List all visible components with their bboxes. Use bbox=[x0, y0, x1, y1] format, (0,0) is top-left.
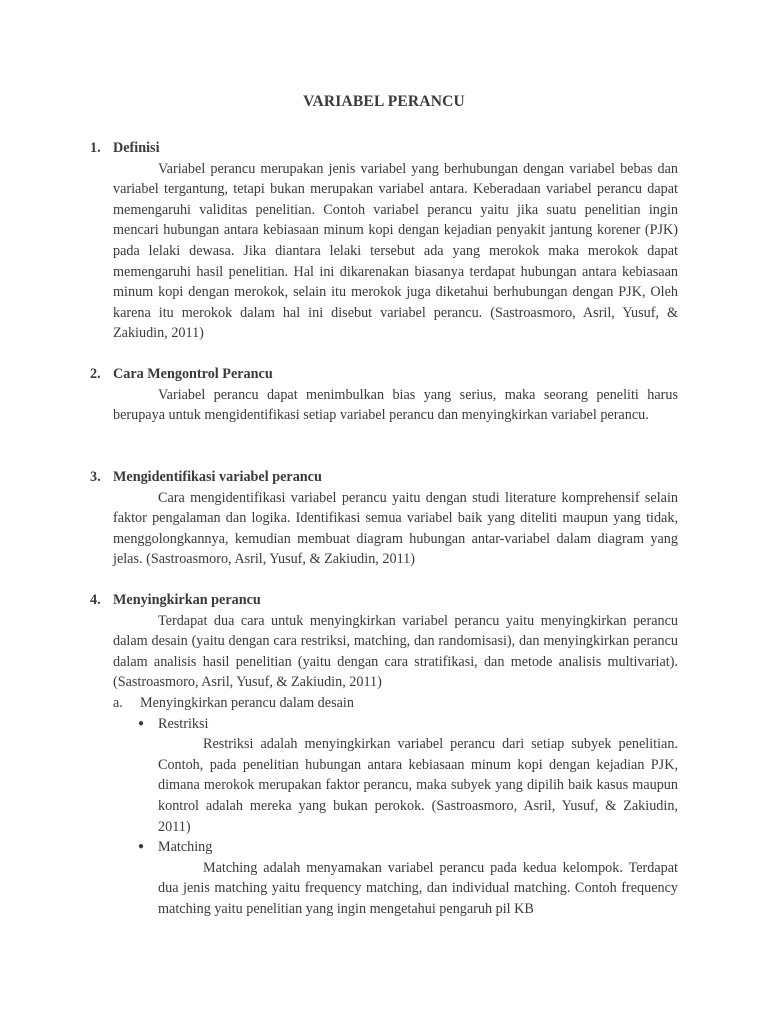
sublist-item bbox=[113, 693, 678, 714]
section-definisi bbox=[90, 138, 678, 344]
bullet-heading-text: Matching bbox=[158, 839, 213, 856]
section-number: 2. bbox=[90, 366, 101, 382]
bullet-heading-text: Restriksi bbox=[158, 715, 209, 732]
section-heading bbox=[90, 467, 678, 488]
document-title: VARIABEL PERANCU bbox=[303, 93, 465, 110]
bullet-paragraph: Matching adalah menyamakan variabel perancu pada kedua kelompok. Terdapat dua jenis matching yaitu frequency matching, dan individual matching. Contoh frequency matching yaitu penelitian yang ingin mengetahui pengaruh pil KB bbox=[158, 859, 678, 917]
bullet-item-restriksi bbox=[138, 714, 678, 838]
bullet-item-matching bbox=[138, 837, 678, 919]
bullet-icon: ● bbox=[138, 717, 145, 729]
section-heading-text: Menyingkirkan perancu bbox=[113, 592, 261, 608]
section-number: 4. bbox=[90, 592, 101, 608]
section-number: 3. bbox=[90, 469, 101, 485]
section-heading bbox=[90, 138, 678, 159]
section-heading bbox=[90, 364, 678, 385]
section-heading-text: Cara Mengontrol Perancu bbox=[113, 366, 273, 382]
bullet-heading bbox=[138, 714, 678, 735]
section-paragraph: Variabel perancu dapat menimbulkan bias yang serius, maka seorang peneliti harus berupaya untuk mengidentifikasi setiap variabel perancu dan menyingkirkan variabel perancu. bbox=[113, 386, 678, 424]
bullet-icon: ● bbox=[138, 841, 145, 853]
section-paragraph: Cara mengidentifikasi variabel perancu yaitu dengan studi literature komprehensif selain faktor pengalaman dan logika. Identifikasi semua variabel baik yang diteliti maupun yang tidak, menggolongkannya, kemudian membuat diagram hubungan antar-variabel dalam diagram yang jelas. (Sastroasmoro, Asril, Yusuf, & Zakiudin, 2011) bbox=[113, 489, 678, 568]
sublist-label: Menyingkirkan perancu dalam desain bbox=[140, 694, 354, 711]
section-mengidentifikasi bbox=[90, 467, 678, 570]
section-heading bbox=[90, 590, 678, 611]
section-menyingkirkan bbox=[90, 590, 678, 920]
section-heading-text: Mengidentifikasi variabel perancu bbox=[113, 469, 322, 485]
sublist-marker: a. bbox=[113, 694, 123, 711]
bullet-heading bbox=[138, 837, 678, 858]
section-number: 1. bbox=[90, 140, 101, 156]
section-heading-text: Definisi bbox=[113, 140, 160, 156]
section-paragraph: Terdapat dua cara untuk menyingkirkan variabel perancu yaitu menyingkirkan perancu dalam desain (yaitu dengan cara restriksi, matching, dan randomisasi), dan menyingkirkan perancu dalam analisis hasil penelitian (yaitu dengan cara stratifikasi, dan metode analisis multivariat). (Sastroasmoro, Asril, Yusuf, & Zakiudin, 2011) bbox=[113, 612, 678, 691]
section-paragraph: Variabel perancu merupakan jenis variabel yang berhubungan dengan variabel bebas dan variabel tergantung, tetapi bukan merupakan variabel antara. Keberadaan variabel perancu dapat memengaruhi validitas penelitian. Contoh variabel perancu yaitu jika suatu penelitian ingin mencari hubungan antara kebiasaan minum kopi dengan kejadian penyakit jantung korener (PJK) pada lelaki dewasa. Jika diantara lelaki tersebut ada yang merokok maka merokok dapat memengaruhi hasil penelitian. Hal ini dikarenakan biasanya terdapat hubungan antara kebiasaan minum kopi dengan merokok, selain itu merokok juga diketahui berhubungan dengan PJK, Oleh karena itu merokok dalam hal ini disebut variabel perancu. (Sastroasmoro, Asril, Yusuf, & Zakiudin, 2011) bbox=[113, 160, 678, 342]
bullet-paragraph: Restriksi adalah menyingkirkan variabel perancu dari setiap subyek penelitian. Contoh, pada penelitian hubungan antara kebiasaan minum kopi dengan kejadian PJK, dimana merokok merupakan faktor perancu, maka subyek yang dipilih baik kasus maupun kontrol adalah mereka yang bukan perokok. (Sastroasmoro, Asril, Yusuf, & Zakiudin, 2011) bbox=[158, 736, 678, 835]
section-cara-mengontrol bbox=[90, 364, 678, 426]
